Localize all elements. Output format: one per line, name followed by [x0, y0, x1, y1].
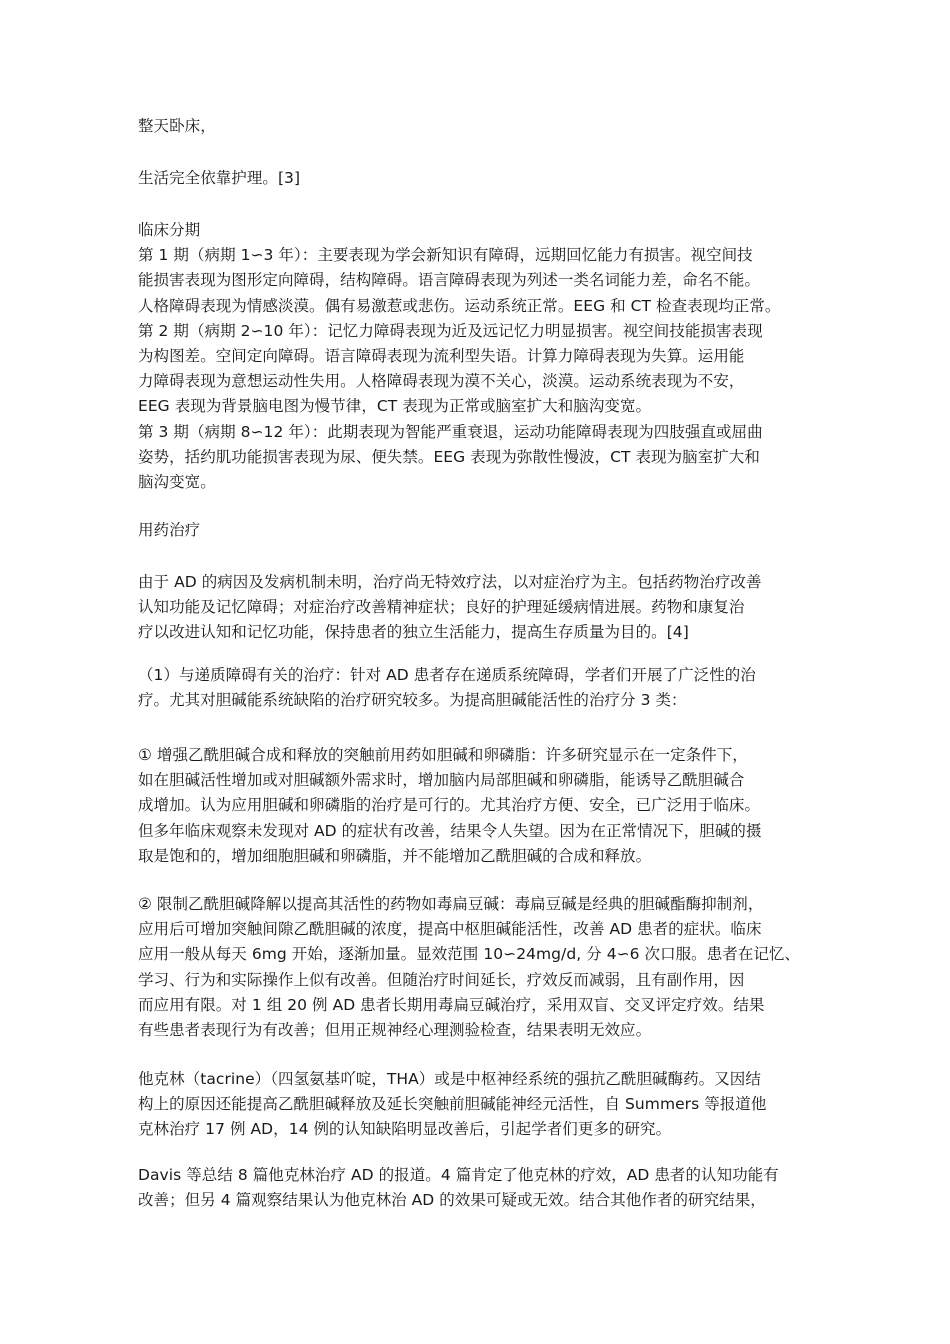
paragraph-care-dependence: 生活完全依靠护理。[3]	[138, 169, 301, 187]
paragraph-tacrine: 他克林（tacrine）（四氢氨基吖啶，THA）或是中枢神经系统的强抗乙酰胆碱酶药。又因结 构上的原因还能提高乙酰胆碱释放及延长突触前胆碱能神经元活性，自 Summers 等报道他 克林治疗 17 例 AD，14 例的认知缺陷明显改善后，引起学者们更多的研究。	[138, 1070, 767, 1139]
paragraph-davis-review: Davis 等总结 8 篇他克林治疗 AD 的报道。4 篇肯定了他克林的疗效，AD 患者的认知功能有 改善；但另 4 篇观察结果认为他克林治 AD 的效果可疑或无效。结合其他作者的研究结果，	[138, 1166, 779, 1210]
paragraph-clinical-stages: 临床分期 第 1 期（病期 1∽3 年）：主要表现为学会新知识有障碍，远期回忆能力有损害。视空间技 能损害表现为图形定向障碍，结构障碍。语言障碍表现为列述一类名词能力差，命名不能。 人格障碍表现为情感淡漠。偶有易激惹或悲伤。运动系统正常。EEG 和 CT 检查表现均正常。 第 2 期（病期 2∽10 年）：记忆力障碍表现为近及远记忆力明显损害。视空间技能损害表现 为构图差。空间定向障碍。语言障碍表现为流利型失语。计算力障碍表现为失算。运用能 力障碍表现为意想运动性失用。人格障碍表现为漠不关心，淡漠。运动系统表现为不安， EEG 表现为背景脑电图为慢节律，CT 表现为正常或脑室扩大和脑沟变宽。 第 3 期（病期 8∽12 年）：此期表现为智能严重衰退，运动功能障碍表现为四肢强直或屈曲 姿势，括约肌功能损害表现为尿、便失禁。EEG 表现为弥散性慢波，CT 表现为脑室扩大和 脑沟变宽。	[138, 221, 781, 492]
paragraph-choline-lecithin: ① 增强乙酰胆碱合成和释放的突触前用药如胆碱和卵磷脂：许多研究显示在一定条件下， 如在胆碱活性增加或对胆碱额外需求时，增加脑内局部胆碱和卵磷脂，能诱导乙酰胆碱合 成增加。认为应用胆碱和卵磷脂的治疗是可行的。尤其治疗方便、安全，已广泛用于临床。 但多年临床观察未发现对 AD 的症状有改善，结果令人失望。因为在正常情况下，胆碱的摄 取是饱和的，增加细胞胆碱和卵磷脂，并不能增加乙酰胆碱的合成和释放。	[138, 746, 762, 865]
heading-drug-treatment: 用药治疗	[138, 521, 201, 539]
paragraph-physostigmine: ② 限制乙酰胆碱降解以提高其活性的药物如毒扁豆碱：毒扁豆碱是经典的胆碱酯酶抑制剂， 应用后可增加突触间隙乙酰胆碱的浓度，提高中枢胆碱能活性，改善 AD 患者的症状。临床 应用一般从每天 6mg 开始，逐渐加量。显效范围 10∽24mg/d, 分 4∽6 次口服。患者在记忆、 学习、行为和实际操作上似有改善。但随治疗时间延长，疗效反而减弱，且有副作用，因 而应用有限。对 1 组 20 例 AD 患者长期用毒扁豆碱治疗，采用双盲、交叉评定疗效。结果 有些患者表现行为有改善；但用正规神经心理测验检查，结果表明无效应。	[138, 895, 801, 1040]
paragraph-neurotransmitter-therapy: （1）与递质障碍有关的治疗：针对 AD 患者存在递质系统障碍，学者们开展了广泛性的治 疗。尤其对胆碱能系统缺陷的治疗研究较多。为提高胆碱能活性的治疗分 3 类：	[138, 666, 756, 710]
paragraph-treatment-overview: 由于 AD 的病因及发病机制未明，治疗尚无特效疗法，以对症治疗为主。包括药物治疗改善 认知功能及记忆障碍；对症治疗改善精神症状；良好的护理延缓病情进展。药物和康复治 疗以改进认知和记忆功能，保持患者的独立生活能力，提高生存质量为目的。[4]	[138, 573, 762, 642]
paragraph-bedridden: 整天卧床，	[138, 117, 216, 135]
